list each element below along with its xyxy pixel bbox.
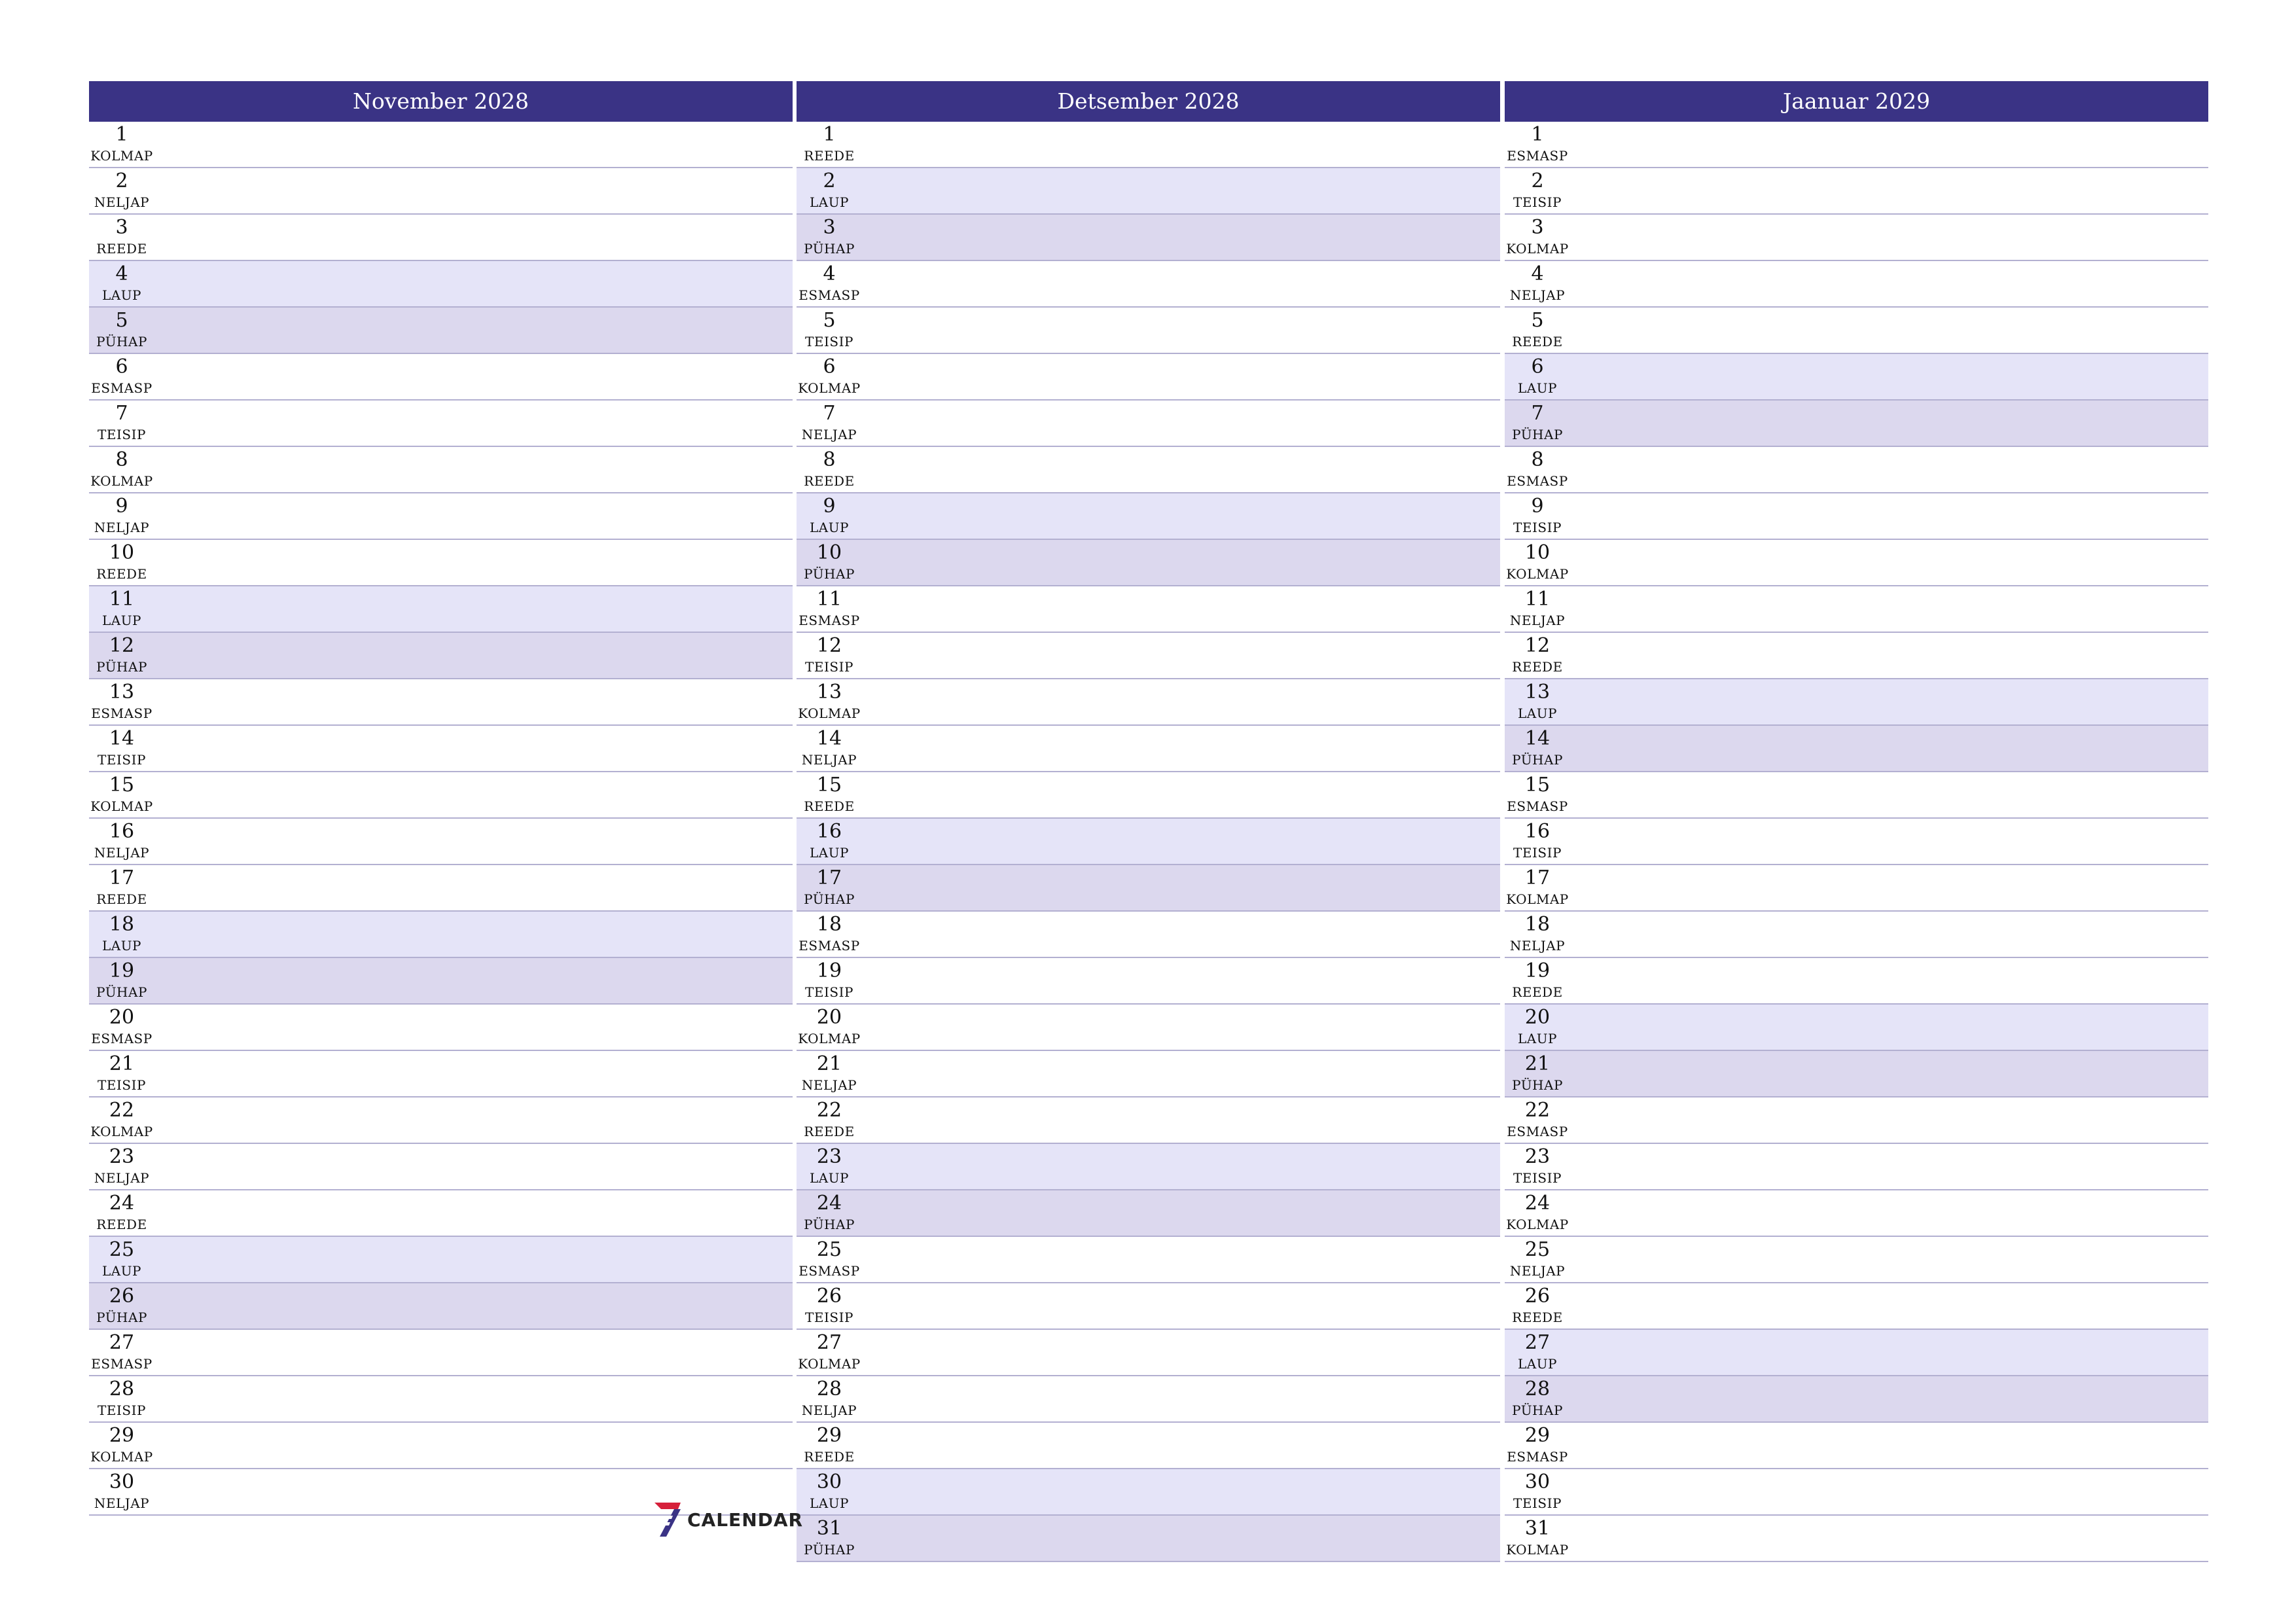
weekday-name: PÜHAP — [804, 566, 855, 582]
day-row[interactable] — [1505, 308, 2208, 354]
day-number: 14 — [1524, 727, 1551, 750]
calendar-months — [89, 81, 2208, 1558]
day-number: 17 — [816, 866, 842, 889]
day-row[interactable] — [89, 1097, 793, 1144]
weekday-name: NELJAP — [801, 1077, 857, 1093]
day-row[interactable] — [89, 1330, 793, 1376]
day-number: 21 — [109, 1052, 135, 1075]
day-number: 30 — [109, 1471, 135, 1493]
day-number: 31 — [816, 1517, 842, 1540]
day-number: 27 — [1524, 1331, 1551, 1354]
weekday-name: ESMASP — [1507, 148, 1568, 164]
day-row[interactable] — [1505, 168, 2208, 215]
day-row[interactable] — [797, 819, 1500, 865]
weekday-name: LAUP — [101, 613, 142, 628]
weekday-name: PÜHAP — [1512, 427, 1563, 442]
day-number: 25 — [109, 1238, 135, 1261]
day-number: 10 — [816, 541, 842, 564]
day-row[interactable] — [797, 261, 1500, 308]
day-number: 22 — [109, 1099, 135, 1122]
weekday-name: KOLMAP — [798, 705, 861, 721]
day-list — [1505, 122, 2208, 1562]
day-number: 7 — [115, 402, 128, 425]
day-number: 3 — [1531, 216, 1544, 239]
weekday-name: LAUP — [101, 287, 142, 303]
day-number: 9 — [115, 495, 128, 518]
day-number: 2 — [823, 169, 836, 192]
day-number: 27 — [816, 1331, 842, 1354]
day-row[interactable] — [1505, 354, 2208, 401]
day-number: 26 — [816, 1285, 842, 1308]
day-row[interactable] — [89, 1190, 793, 1237]
day-number: 8 — [823, 448, 836, 471]
day-number: 10 — [1524, 541, 1551, 564]
day-row[interactable] — [89, 819, 793, 865]
day-number: 16 — [1524, 820, 1551, 843]
day-number: 15 — [1524, 774, 1551, 796]
weekday-name: ESMASP — [798, 938, 860, 954]
day-row[interactable] — [1505, 1423, 2208, 1469]
day-number: 20 — [1524, 1006, 1551, 1029]
weekday-name: TEISIP — [98, 427, 146, 442]
day-row[interactable] — [1505, 493, 2208, 540]
day-number: 16 — [109, 820, 135, 843]
weekday-name: REEDE — [804, 473, 855, 489]
day-number: 30 — [816, 1471, 842, 1493]
weekday-name: TEISIP — [98, 1077, 146, 1093]
day-number: 6 — [1531, 355, 1544, 378]
weekday-name: KOLMAP — [90, 148, 153, 164]
day-number: 8 — [1531, 448, 1544, 471]
weekday-name: ESMASP — [798, 1263, 860, 1279]
day-row[interactable] — [89, 912, 793, 958]
weekday-name: KOLMAP — [1506, 891, 1569, 907]
weekday-name: NELJAP — [94, 194, 150, 210]
weekday-name: NELJAP — [1509, 1263, 1566, 1279]
day-row[interactable] — [89, 308, 793, 354]
day-row[interactable] — [89, 1376, 793, 1423]
weekday-name: LAUP — [101, 938, 142, 954]
day-row[interactable] — [797, 1469, 1500, 1516]
day-number: 25 — [816, 1238, 842, 1261]
day-row[interactable] — [1505, 1283, 2208, 1330]
day-number: 8 — [115, 448, 128, 471]
day-number: 29 — [1524, 1424, 1551, 1447]
day-number: 12 — [109, 634, 135, 657]
weekday-name: NELJAP — [801, 752, 857, 768]
day-number: 11 — [109, 588, 135, 611]
day-row[interactable] — [797, 1423, 1500, 1469]
day-row[interactable] — [797, 122, 1500, 168]
month-column-january — [1505, 81, 2208, 1562]
weekday-name: LAUP — [101, 1263, 142, 1279]
day-row[interactable] — [89, 1283, 793, 1330]
weekday-name: REEDE — [804, 148, 855, 164]
day-number: 18 — [109, 913, 135, 936]
weekday-name: ESMASP — [1507, 1124, 1568, 1139]
weekday-name: PÜHAP — [96, 1310, 147, 1325]
day-number: 15 — [109, 774, 135, 796]
day-row[interactable] — [89, 1144, 793, 1190]
day-number: 5 — [823, 309, 836, 332]
day-number: 30 — [1524, 1471, 1551, 1493]
weekday-name: KOLMAP — [90, 798, 153, 814]
day-row[interactable] — [797, 1005, 1500, 1051]
day-number: 14 — [816, 727, 842, 750]
weekday-name: PÜHAP — [1512, 1077, 1563, 1093]
weekday-name: TEISIP — [805, 334, 853, 349]
day-number: 13 — [816, 681, 842, 704]
weekday-name: NELJAP — [1509, 938, 1566, 954]
day-row[interactable] — [1505, 726, 2208, 772]
day-row[interactable] — [89, 540, 793, 586]
day-number: 7 — [823, 402, 836, 425]
day-row[interactable] — [797, 726, 1500, 772]
day-number: 28 — [109, 1378, 135, 1400]
day-row[interactable] — [1505, 1237, 2208, 1283]
day-row[interactable] — [89, 679, 793, 726]
weekday-name: NELJAP — [801, 427, 857, 442]
day-row[interactable] — [89, 122, 793, 168]
day-number: 11 — [1524, 588, 1551, 611]
day-row[interactable] — [89, 354, 793, 401]
weekday-name: ESMASP — [91, 1356, 152, 1372]
day-row[interactable] — [1505, 1097, 2208, 1144]
month-header: November 2028 — [89, 81, 793, 122]
logo-text: CALENDAR — [687, 1508, 804, 1531]
day-row[interactable] — [797, 401, 1500, 447]
weekday-name: NELJAP — [94, 1170, 150, 1186]
day-number: 13 — [109, 681, 135, 704]
day-row[interactable] — [89, 772, 793, 819]
day-number: 7 — [1531, 402, 1544, 425]
weekday-name: PÜHAP — [804, 891, 855, 907]
day-number: 31 — [1524, 1517, 1551, 1540]
day-row[interactable] — [89, 1237, 793, 1283]
weekday-name: ESMASP — [798, 613, 860, 628]
weekday-name: REEDE — [804, 1449, 855, 1465]
weekday-name: ESMASP — [91, 705, 152, 721]
weekday-name: ESMASP — [1507, 1449, 1568, 1465]
day-number: 23 — [816, 1145, 842, 1168]
day-row[interactable] — [89, 401, 793, 447]
day-row[interactable] — [797, 679, 1500, 726]
day-list — [89, 122, 793, 1516]
day-number: 22 — [1524, 1099, 1551, 1122]
day-row[interactable] — [1505, 1516, 2208, 1562]
weekday-name: LAUP — [809, 1170, 850, 1186]
day-number: 28 — [816, 1378, 842, 1400]
weekday-name: ESMASP — [91, 1031, 152, 1046]
weekday-name: LAUP — [809, 194, 850, 210]
weekday-name: REEDE — [96, 891, 147, 907]
month-column-november — [89, 81, 793, 1516]
day-number: 1 — [823, 123, 836, 146]
weekday-name: KOLMAP — [798, 1031, 861, 1046]
day-row[interactable] — [797, 912, 1500, 958]
weekday-name: REEDE — [96, 1217, 147, 1232]
day-number: 12 — [816, 634, 842, 657]
day-number: 11 — [816, 588, 842, 611]
weekday-name: LAUP — [1517, 705, 1558, 721]
weekday-name: ESMASP — [798, 287, 860, 303]
day-row[interactable] — [89, 1005, 793, 1051]
month-column-december — [797, 81, 1500, 1562]
day-row[interactable] — [797, 1144, 1500, 1190]
day-row[interactable] — [1505, 122, 2208, 168]
day-number: 19 — [1524, 959, 1551, 982]
day-row[interactable] — [797, 215, 1500, 261]
day-row[interactable] — [1505, 1051, 2208, 1097]
weekday-name: PÜHAP — [804, 241, 855, 257]
day-number: 9 — [823, 495, 836, 518]
day-number: 24 — [109, 1192, 135, 1215]
day-number: 23 — [109, 1145, 135, 1168]
day-number: 21 — [816, 1052, 842, 1075]
weekday-name: TEISIP — [1513, 520, 1562, 535]
day-number: 26 — [109, 1285, 135, 1308]
weekday-name: LAUP — [1517, 1031, 1558, 1046]
weekday-name: TEISIP — [98, 1402, 146, 1418]
day-row[interactable] — [89, 1423, 793, 1469]
day-number: 6 — [115, 355, 128, 378]
day-number: 19 — [109, 959, 135, 982]
day-row[interactable] — [797, 1283, 1500, 1330]
month-header: Jaanuar 2029 — [1505, 81, 2208, 122]
day-number: 23 — [1524, 1145, 1551, 1168]
weekday-name: REEDE — [1512, 1310, 1563, 1325]
weekday-name: TEISIP — [1513, 845, 1562, 861]
day-row[interactable] — [1505, 912, 2208, 958]
day-number: 20 — [109, 1006, 135, 1029]
weekday-name: REEDE — [804, 798, 855, 814]
day-row[interactable] — [797, 447, 1500, 493]
weekday-name: TEISIP — [1513, 1170, 1562, 1186]
day-row[interactable] — [797, 1237, 1500, 1283]
weekday-name: PÜHAP — [804, 1217, 855, 1232]
weekday-name: TEISIP — [805, 1310, 853, 1325]
day-row[interactable] — [1505, 1005, 2208, 1051]
weekday-name: REEDE — [1512, 334, 1563, 349]
day-number: 2 — [115, 169, 128, 192]
weekday-name: REEDE — [804, 1124, 855, 1139]
day-row[interactable] — [89, 633, 793, 679]
weekday-name: LAUP — [1517, 380, 1558, 396]
weekday-name: KOLMAP — [1506, 1217, 1569, 1232]
day-row[interactable] — [1505, 772, 2208, 819]
day-row[interactable] — [89, 865, 793, 912]
month-header: Detsember 2028 — [797, 81, 1500, 122]
day-number: 1 — [1531, 123, 1544, 146]
day-number: 2 — [1531, 169, 1544, 192]
weekday-name: PÜHAP — [96, 984, 147, 1000]
day-number: 3 — [115, 216, 128, 239]
weekday-name: PÜHAP — [96, 659, 147, 675]
day-row[interactable] — [1505, 1469, 2208, 1516]
day-number: 16 — [816, 820, 842, 843]
day-number: 4 — [823, 262, 836, 285]
day-row[interactable] — [1505, 958, 2208, 1005]
day-row[interactable] — [1505, 1190, 2208, 1237]
weekday-name: KOLMAP — [1506, 566, 1569, 582]
day-number: 19 — [816, 959, 842, 982]
weekday-name: ESMASP — [91, 380, 152, 396]
day-row[interactable] — [89, 958, 793, 1005]
day-row[interactable] — [797, 1516, 1500, 1562]
weekday-name: TEISIP — [1513, 194, 1562, 210]
day-row[interactable] — [797, 633, 1500, 679]
day-number: 24 — [1524, 1192, 1551, 1215]
weekday-name: NELJAP — [801, 1402, 857, 1418]
day-row[interactable] — [1505, 401, 2208, 447]
day-number: 12 — [1524, 634, 1551, 657]
weekday-name: PÜHAP — [1512, 1402, 1563, 1418]
day-row[interactable] — [797, 1190, 1500, 1237]
day-row[interactable] — [1505, 215, 2208, 261]
day-number: 4 — [115, 262, 128, 285]
day-number: 29 — [109, 1424, 135, 1447]
day-row[interactable] — [797, 493, 1500, 540]
day-row[interactable] — [1505, 1330, 2208, 1376]
day-number: 21 — [1524, 1052, 1551, 1075]
day-row[interactable] — [797, 772, 1500, 819]
day-row[interactable] — [89, 493, 793, 540]
weekday-name: KOLMAP — [1506, 241, 1569, 257]
day-row[interactable] — [797, 354, 1500, 401]
day-row[interactable] — [797, 865, 1500, 912]
day-number: 29 — [816, 1424, 842, 1447]
weekday-name: KOLMAP — [1506, 1542, 1569, 1558]
weekday-name: TEISIP — [805, 659, 853, 675]
weekday-name: KOLMAP — [798, 1356, 861, 1372]
weekday-name: KOLMAP — [798, 380, 861, 396]
day-row[interactable] — [1505, 865, 2208, 912]
weekday-name: KOLMAP — [90, 1449, 153, 1465]
weekday-name: PÜHAP — [1512, 752, 1563, 768]
day-row[interactable] — [1505, 1376, 2208, 1423]
day-row[interactable] — [1505, 447, 2208, 493]
weekday-name: PÜHAP — [96, 334, 147, 349]
day-number: 20 — [816, 1006, 842, 1029]
day-number: 17 — [109, 866, 135, 889]
weekday-name: REEDE — [96, 566, 147, 582]
weekday-name: NELJAP — [1509, 613, 1566, 628]
day-row[interactable] — [89, 447, 793, 493]
day-number: 5 — [115, 309, 128, 332]
day-list — [797, 122, 1500, 1562]
day-row[interactable] — [797, 1051, 1500, 1097]
weekday-name: REEDE — [96, 241, 147, 257]
weekday-name: LAUP — [809, 1495, 850, 1511]
day-row[interactable] — [797, 540, 1500, 586]
day-number: 27 — [109, 1331, 135, 1354]
weekday-name: REEDE — [1512, 984, 1563, 1000]
day-number: 6 — [823, 355, 836, 378]
day-row[interactable] — [1505, 819, 2208, 865]
weekday-name: REEDE — [1512, 659, 1563, 675]
day-row[interactable] — [1505, 633, 2208, 679]
day-row[interactable] — [797, 1097, 1500, 1144]
day-row[interactable] — [797, 586, 1500, 633]
day-number: 22 — [816, 1099, 842, 1122]
day-number: 26 — [1524, 1285, 1551, 1308]
day-row[interactable] — [1505, 261, 2208, 308]
brand-logo[interactable] — [652, 1500, 803, 1539]
weekday-name: NELJAP — [94, 845, 150, 861]
day-row[interactable] — [89, 261, 793, 308]
day-number: 28 — [1524, 1378, 1551, 1400]
day-number: 15 — [816, 774, 842, 796]
day-row[interactable] — [797, 308, 1500, 354]
day-number: 17 — [1524, 866, 1551, 889]
weekday-name: ESMASP — [1507, 473, 1568, 489]
weekday-name: NELJAP — [1509, 287, 1566, 303]
weekday-name: TEISIP — [98, 752, 146, 768]
weekday-name: TEISIP — [1513, 1495, 1562, 1511]
weekday-name: LAUP — [809, 520, 850, 535]
day-number: 14 — [109, 727, 135, 750]
day-row[interactable] — [89, 168, 793, 215]
weekday-name: TEISIP — [805, 984, 853, 1000]
day-row[interactable] — [89, 726, 793, 772]
day-row[interactable] — [1505, 586, 2208, 633]
weekday-name: LAUP — [1517, 1356, 1558, 1372]
day-number: 4 — [1531, 262, 1544, 285]
day-number: 18 — [1524, 913, 1551, 936]
day-row[interactable] — [797, 1330, 1500, 1376]
day-number: 9 — [1531, 495, 1544, 518]
day-number: 5 — [1531, 309, 1544, 332]
day-number: 1 — [115, 123, 128, 146]
weekday-name: KOLMAP — [90, 1124, 153, 1139]
day-row[interactable] — [89, 215, 793, 261]
weekday-name: NELJAP — [94, 1495, 150, 1511]
weekday-name: LAUP — [809, 845, 850, 861]
day-number: 18 — [816, 913, 842, 936]
day-row[interactable] — [1505, 679, 2208, 726]
day-row[interactable] — [797, 168, 1500, 215]
day-row[interactable] — [1505, 1144, 2208, 1190]
weekday-name: KOLMAP — [90, 473, 153, 489]
day-number: 24 — [816, 1192, 842, 1215]
weekday-name: NELJAP — [94, 520, 150, 535]
weekday-name: PÜHAP — [804, 1542, 855, 1558]
day-row[interactable] — [797, 958, 1500, 1005]
day-number: 10 — [109, 541, 135, 564]
day-row[interactable] — [797, 1376, 1500, 1423]
day-row[interactable] — [89, 586, 793, 633]
day-number: 3 — [823, 216, 836, 239]
seven-logo-icon — [652, 1501, 682, 1538]
day-number: 25 — [1524, 1238, 1551, 1261]
day-number: 13 — [1524, 681, 1551, 704]
day-row[interactable] — [89, 1051, 793, 1097]
day-row[interactable] — [1505, 540, 2208, 586]
weekday-name: ESMASP — [1507, 798, 1568, 814]
